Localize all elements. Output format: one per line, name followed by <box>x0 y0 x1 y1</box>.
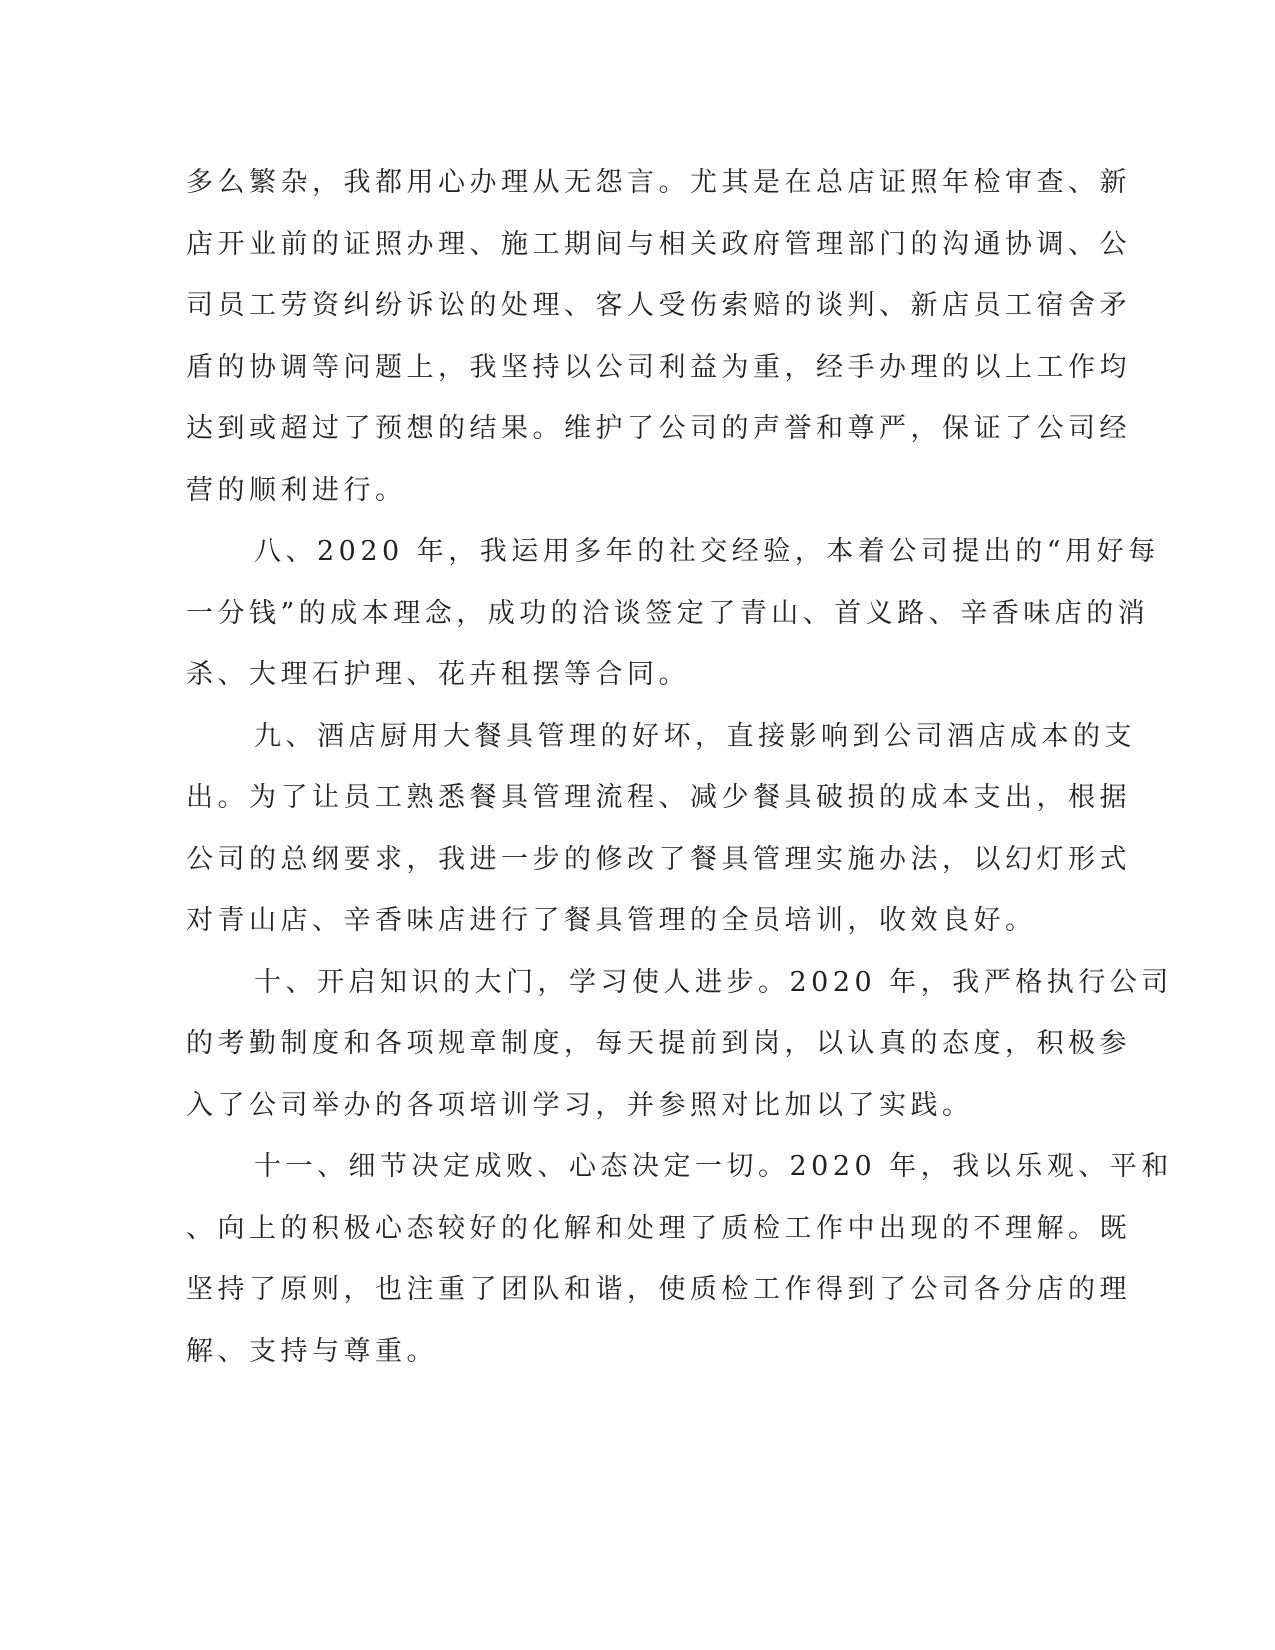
text-line: 解、支持与尊重。 <box>186 1335 438 1367</box>
paragraph-10 <box>186 952 1173 1137</box>
text-line: 的考勤制度和各项规章制度，每天提前到岗，以认真的态度，积极参 <box>186 1028 1131 1059</box>
paragraph-9 <box>186 706 1136 952</box>
text-line: 对青山店、辛香味店进行了餐具管理的全员培训，收效良好。 <box>186 905 1037 936</box>
text-line: 一分钱”的成本理念，成功的洽谈签定了青山、首义路、辛香味店的消 <box>186 597 1150 629</box>
text-line: 公司的总纲要求，我进一步的修改了餐具管理实施办法，以幻灯形式 <box>186 843 1131 875</box>
text-line: 营的顺利进行。 <box>186 474 407 506</box>
paragraph-8 <box>186 521 1160 706</box>
text-line: 入了公司举办的各项培训学习，并参照对比加以了实践。 <box>186 1089 974 1121</box>
text-line: 达到或超过了预想的结果。维护了公司的声誉和尊严，保证了公司经 <box>186 413 1131 444</box>
text-line: 出。为了让员工熟悉餐具管理流程、减少餐具破损的成本支出，根据 <box>186 782 1131 813</box>
text-line: 十一、细节决定成败、心态决定一切。2020 年，我以乐观、平和 <box>254 1151 1173 1182</box>
text-line: 十、开启知识的大门，学习使人进步。2020 年，我严格执行公司 <box>254 966 1173 998</box>
text-line: 八、2020 年，我运用多年的社交经验，本着公司提出的“用好每 <box>254 536 1160 567</box>
paragraph-11 <box>186 1136 1173 1382</box>
text-line: 司员工劳资纠纷诉讼的处理、客人受伤索赔的谈判、新店员工宿舍矛 <box>186 290 1131 321</box>
text-line: 坚持了原则，也注重了团队和谐，使质检工作得到了公司各分店的理 <box>186 1274 1131 1305</box>
document-body <box>186 152 1173 1382</box>
text-line: 盾的协调等问题上，我坚持以公司利益为重，经手办理的以上工作均 <box>186 351 1131 383</box>
text-line: 杀、大理石护理、花卉租摆等合同。 <box>186 659 690 690</box>
text-line: 、向上的积极心态较好的化解和处理了质检工作中出现的不理解。既 <box>186 1212 1131 1244</box>
text-line: 多么繁杂，我都用心办理从无怨言。尤其是在总店证照年检审查、新 <box>186 167 1131 198</box>
text-line: 店开业前的证照办理、施工期间与相关政府管理部门的沟通协调、公 <box>186 228 1131 260</box>
text-line: 九、酒店厨用大餐具管理的好坏，直接影响到公司酒店成本的支 <box>254 720 1136 752</box>
paragraph-7-continued <box>186 152 1131 521</box>
